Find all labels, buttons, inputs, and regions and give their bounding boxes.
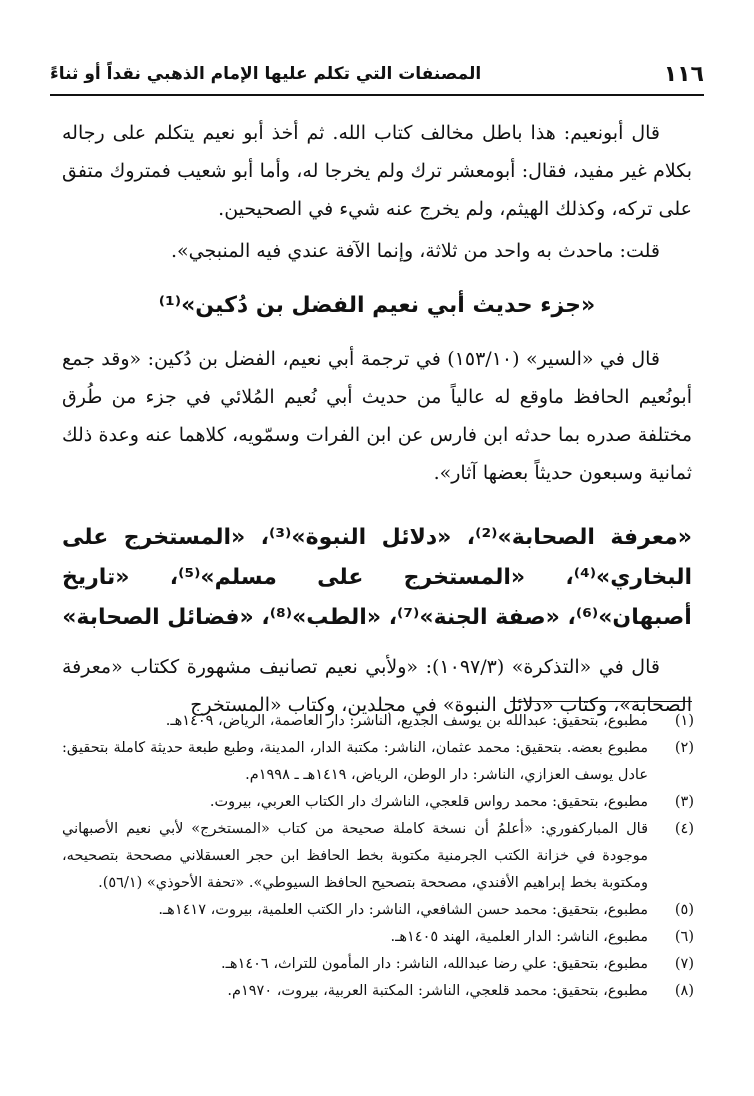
footnote [62,816,694,897]
footnote-text: مطبوع، بتحقيق: محمد قلعجي، الناشر: المكتبة العربية، بيروت، ١٩٧٠م. [227,983,648,999]
footnote [62,924,694,951]
paragraph: قلت: ماحدث به واحد من ثلاثة، وإنما الآفة عندي فيه المنبجي». [170,240,660,262]
footnote-text: مطبوع بعضه. بتحقيق: محمد عثمان، الناشر: مكتبة الدار، المدينة، وطبع طبعة حديثة كاملة بتحقيق: عادل يوسف العزازي، الناشر: دار الوطن، الرياض، ١٤١٩هـ ـ ١٩٩٨م. [62,740,648,783]
running-title: المصنفات التي تكلم عليها الإمام الذهبي نقداً أو ثناءً [50,64,482,84]
footnote [62,978,694,1005]
footnote-number: (٥) [674,902,694,918]
footnote [62,951,694,978]
paragraph: قال في «السير» (١٥٣/١٠) في ترجمة أبي نعيم، الفضل بن دُكين: «وقد جمع أبونُعيم الحافظ ماوقع له عالياً من حديث أبي نُعيم المُلائي في جزء من طُرق مختلفة صدره بما حدثه ابن فارس عن ابن الفرات وسمّويه، كلاهما عنه وعدة ذلك ثمانية وسبعون حديثاً بعضها آثار». [62,348,692,484]
footnote-number: (٧) [674,956,694,972]
page-number: ١١٦ [663,62,704,87]
footnote-number: (٢) [674,740,694,756]
footnote-number: (١) [674,713,694,729]
footnote-text: مطبوع، بتحقيق: عبدالله بن يوسف الجديع، الناشر: دار العاصمة، الرياض، ١٤٠٩هـ. [165,713,648,729]
footnote-number: (٨) [674,983,694,999]
footnote [62,789,694,816]
footnote-text: مطبوع، بتحقيق: محمد رواس قلعجي، الناشرك دار الكتاب العربي، بيروت. [209,794,648,810]
footnote-number: (٦) [674,929,694,945]
footnote-number: (٤) [674,821,694,837]
footnote-text: مطبوع، الناشر: الدار العلمية، الهند ١٤٠٥هـ. [390,929,648,945]
footnote-number: (٣) [674,794,694,810]
main-text [62,114,692,724]
footnote-text: مطبوع، بتحقيق: محمد حسن الشافعي، الناشر: دار الكتب العلمية، بيروت، ١٤١٧هـ. [158,902,648,918]
footnote [62,735,694,789]
paragraph: قال في «التذكرة» (١٠٩٧/٣): «ولأبي نعيم تصانيف مشهورة ككتاب «معرفة الصحابة»، وكتاب «دلائل النبوة» في مجلدين، وكتاب «المستخرج [62,656,692,716]
footnote-text: قال المباركفوري: «أعلمُ أن نسخة كاملة صحيحة من كتاب «المستخرج» لأبي نعيم الأصبهاني موجودة في خزانة الكتب الجرمنية مكتوبة بخط الحافظ ابن حجر العسقلاني مصححة بتصحيحه، ومكتوبة بخط إبراهيم الأفندي، مصححة بتصحيح الحافظ السيوطي». «تحفة الأحوذي» (٥٦/١). [62,821,648,891]
section-heading: «جزء حديث أبي نعيم الفضل بن دُكين»⁽¹⁾ [158,293,596,318]
footnote [62,708,694,735]
page-header [50,60,704,96]
footnote [62,897,694,924]
footnote-divider [510,701,692,702]
footnotes [62,708,694,1005]
footnote-text: مطبوع، بتحقيق: علي رضا عبدالله، الناشر: دار المأمون للتراث، ١٤٠٦هـ. [221,956,648,972]
paragraph: قال أبونعيم: هذا باطل مخالف كتاب الله. ثم أخذ أبو نعيم يتكلم على رجاله بكلام غير مفيد، فقال: أبومعشر ترك ولم يخرجا له، وأما أبو شعيب فمتروك متفق على تركه، وكذلك الهيثم، ولم يخرج عنه شيء في الصحيحين. [62,122,692,220]
section-heading: «معرفة الصحابة»⁽²⁾، «دلائل النبوة»⁽³⁾، «المستخرج على البخاري»⁽⁴⁾، «المستخرج على مسلم»⁽⁵⁾، «تاريخ أصبهان»⁽⁶⁾، «صفة الجنة»⁽⁷⁾، «الطب»⁽⁸⁾، «فضائل الصحابة» [62,525,693,630]
